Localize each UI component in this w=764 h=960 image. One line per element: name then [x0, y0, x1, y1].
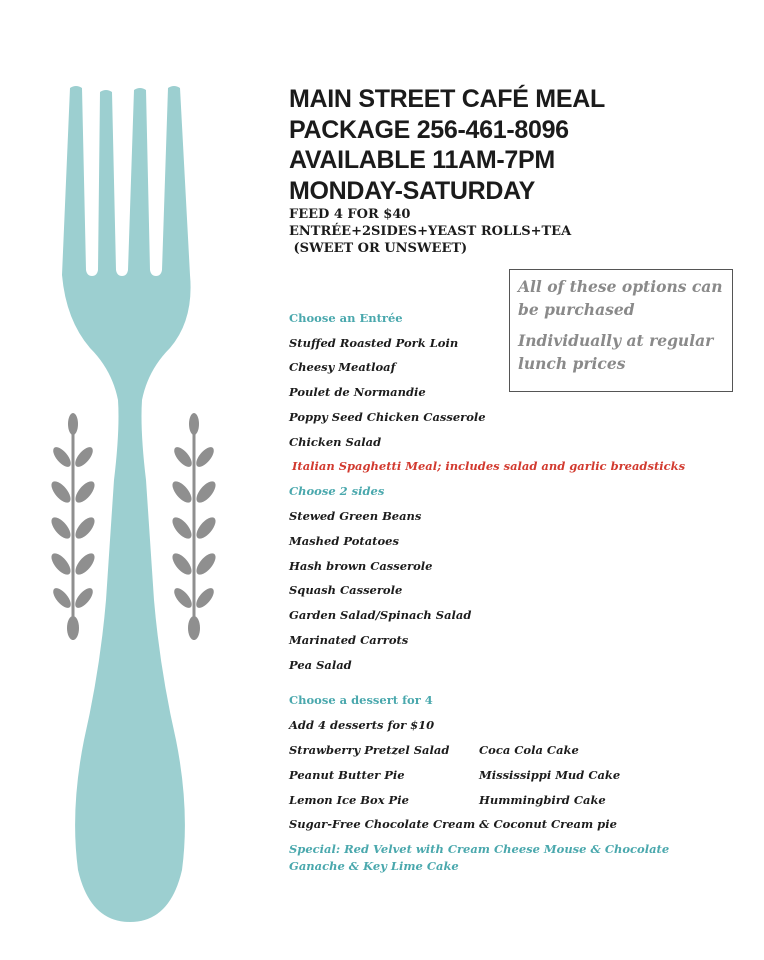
- dessert-item: Coca Cola Cake: [479, 743, 579, 757]
- section-heading-sides: Choose 2 sides: [289, 484, 385, 498]
- note-box: [509, 269, 733, 392]
- side-item: Garden Salad/Spinach Salad: [289, 608, 472, 622]
- title-line: MAIN STREET CAFÉ MEAL: [289, 85, 605, 113]
- side-item: Squash Casserole: [289, 583, 403, 597]
- side-item: Marinated Carrots: [289, 633, 409, 647]
- dessert-special-line: Ganache & Key Lime Cake: [289, 859, 459, 873]
- entree-item: Poppy Seed Chicken Casserole: [289, 410, 486, 424]
- leaf-sprig-icon: [171, 412, 217, 642]
- dessert-item: Peanut Butter Pie: [289, 768, 405, 782]
- dessert-add: Add 4 desserts for $10: [289, 718, 435, 732]
- entree-item: Stuffed Roasted Pork Loin: [289, 336, 459, 350]
- side-item: Pea Salad: [289, 658, 352, 672]
- note-line: All of these options can be purchased: [518, 277, 723, 319]
- dessert-item: Sugar-Free Chocolate Cream & Coconut Cream pie: [289, 817, 617, 831]
- dessert-special-line: Special: Red Velvet with Cream Cheese Mouse & Chocolate: [289, 842, 670, 856]
- leaf-sprig-icon: [50, 412, 96, 642]
- dessert-item: Hummingbird Cake: [479, 793, 606, 807]
- title-line: AVAILABLE 11AM-7PM: [289, 146, 555, 174]
- entree-item: Cheesy Meatloaf: [289, 360, 396, 374]
- package-detail-line: FEED 4 FOR $40: [289, 207, 411, 222]
- package-details: [289, 206, 571, 257]
- dessert-item: Mississippi Mud Cake: [479, 768, 621, 782]
- dessert-item: Strawberry Pretzel Salad: [289, 743, 450, 757]
- side-item: Hash brown Casserole: [289, 559, 433, 573]
- page-title: [289, 84, 605, 206]
- title-line: PACKAGE 256-461-8096: [289, 115, 569, 144]
- package-detail-line: (SWEET OR UNSWEET): [289, 241, 468, 256]
- entree-special: Italian Spaghetti Meal; includes salad and garlic breadsticks: [292, 459, 686, 473]
- entree-item: Poulet de Normandie: [289, 385, 426, 399]
- section-heading-entree: Choose an Entrée: [289, 311, 403, 325]
- title-line: MONDAY-SATURDAY: [289, 176, 536, 205]
- note-line: Individually at regular lunch prices: [518, 331, 714, 373]
- section-heading-dessert: Choose a dessert for 4: [289, 693, 433, 707]
- side-item: Stewed Green Beans: [289, 509, 422, 523]
- entree-item: Chicken Salad: [289, 435, 382, 449]
- side-item: Mashed Potatoes: [289, 534, 399, 548]
- package-detail-line: ENTRÉE+2SIDES+YEAST ROLLS+TEA: [289, 224, 572, 239]
- dessert-item: Lemon Ice Box Pie: [289, 793, 409, 807]
